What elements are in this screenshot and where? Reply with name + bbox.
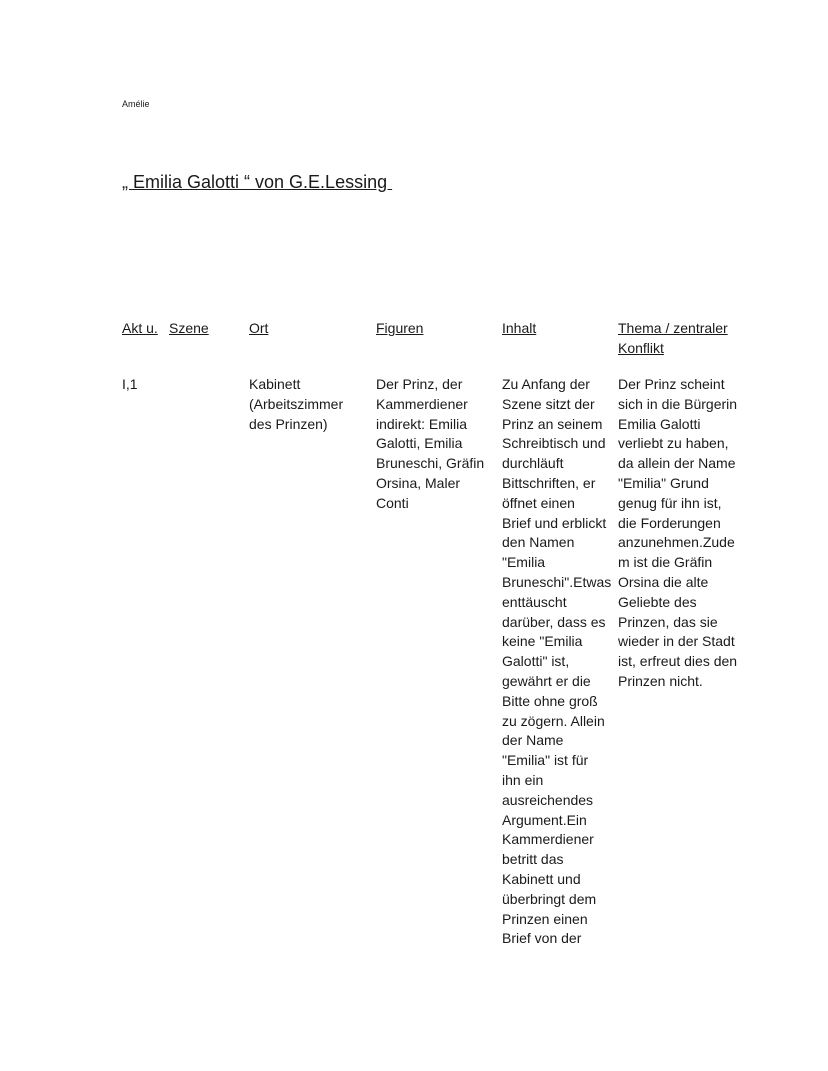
cell-akt-szene-text: I,1 xyxy=(122,376,138,392)
header-figuren: Figuren xyxy=(376,320,424,336)
cell-line: des Prinzen) xyxy=(249,415,328,432)
cell-line: Schreibtisch und xyxy=(502,435,606,452)
cell-line: ist, erfreut dies den xyxy=(618,653,738,670)
header-thema: Thema / zentraler Konflikt xyxy=(618,320,728,356)
cell-line: Kabinett und xyxy=(502,870,581,887)
cell-line: Der Prinz, der xyxy=(376,376,463,392)
cell-line: keine "Emilia xyxy=(502,633,583,650)
cell-line: Prinzen, das sie xyxy=(618,613,718,630)
cell-line: Bittschriften, er xyxy=(502,474,596,491)
cell-line: Galotti, Emilia xyxy=(376,435,463,452)
cell-line: durchläuft xyxy=(502,455,564,472)
cell-line: überbringt dem xyxy=(502,890,597,907)
cell-line: Orsina die alte xyxy=(618,573,709,590)
cell-line: Bruneschi".Etwas xyxy=(502,573,612,590)
cell-line: ihn ein xyxy=(502,771,544,788)
cell-line: Bitte ohne groß xyxy=(502,692,598,709)
cell-line: der Name xyxy=(502,732,564,749)
cell-line: "Emilia" ist für xyxy=(502,752,589,769)
cell-figuren xyxy=(376,375,494,514)
cell-line: Kammerdiener xyxy=(376,395,468,412)
cell-line: ausreichendes xyxy=(502,791,594,808)
cell-line: Bruneschi, Gräfin xyxy=(376,455,485,472)
cell-line: "Emilia" Grund xyxy=(618,474,709,491)
cell-line: Szene sitzt der xyxy=(502,395,595,412)
cell-line: genug für ihn ist, xyxy=(618,494,722,511)
cell-line: Brief und erblickt xyxy=(502,514,607,531)
cell-line: Der Prinz scheint xyxy=(618,376,725,392)
cell-line: Kabinett xyxy=(249,376,301,392)
cell-line: Geliebte des xyxy=(618,593,697,610)
cell-line: Galotti" ist, xyxy=(502,653,570,670)
cell-line: sich in die Bürgerin xyxy=(618,395,738,412)
author-name: Amélie xyxy=(122,99,150,109)
cell-line: Prinzen einen xyxy=(502,910,588,927)
cell-line: die Forderungen xyxy=(618,514,721,531)
cell-line: den Namen xyxy=(502,534,575,551)
cell-line: Prinz an seinem xyxy=(502,415,603,432)
cell-line: darüber, dass es xyxy=(502,613,606,630)
cell-line: Orsina, Maler xyxy=(376,474,461,491)
cell-line: betritt das xyxy=(502,851,564,868)
cell-line: m ist die Gräfin xyxy=(618,554,713,571)
cell-line: Argument.Ein xyxy=(502,811,587,828)
cell-line: Zu Anfang der xyxy=(502,376,590,392)
cell-line: indirekt: Emilia xyxy=(376,415,468,432)
cell-line: Conti xyxy=(376,494,409,511)
header-inhalt: Inhalt xyxy=(502,320,537,336)
cell-line: gewährt er die xyxy=(502,672,591,689)
cell-line: Prinzen nicht. xyxy=(618,672,703,689)
cell-line: Emilia Galotti xyxy=(618,415,701,432)
cell-line: Kammerdiener xyxy=(502,831,594,848)
document-title: „ Emilia Galotti “ von G.E.Lessing xyxy=(122,172,393,192)
cell-line: öffnet einen xyxy=(502,494,575,511)
cell-akt-szene xyxy=(122,375,242,395)
header-szene: Szene xyxy=(169,320,209,336)
cell-line: Brief von der xyxy=(502,930,582,947)
cell-line: verliebt zu haben, xyxy=(618,435,729,452)
cell-line: enttäuscht xyxy=(502,593,567,610)
header-akt: Akt u. xyxy=(122,320,158,336)
cell-line: wieder in der Stadt xyxy=(618,633,735,650)
cell-inhalt xyxy=(502,375,614,949)
cell-line: zu zögern. Allein xyxy=(502,712,605,729)
header-ort: Ort xyxy=(249,320,269,336)
cell-thema xyxy=(618,375,750,692)
cell-line: (Arbeitszimmer xyxy=(249,395,344,412)
cell-ort xyxy=(249,375,364,434)
cell-line: da allein der Name xyxy=(618,455,736,472)
cell-line: "Emilia xyxy=(502,554,546,571)
cell-line: anzunehmen.Zude xyxy=(618,534,735,551)
